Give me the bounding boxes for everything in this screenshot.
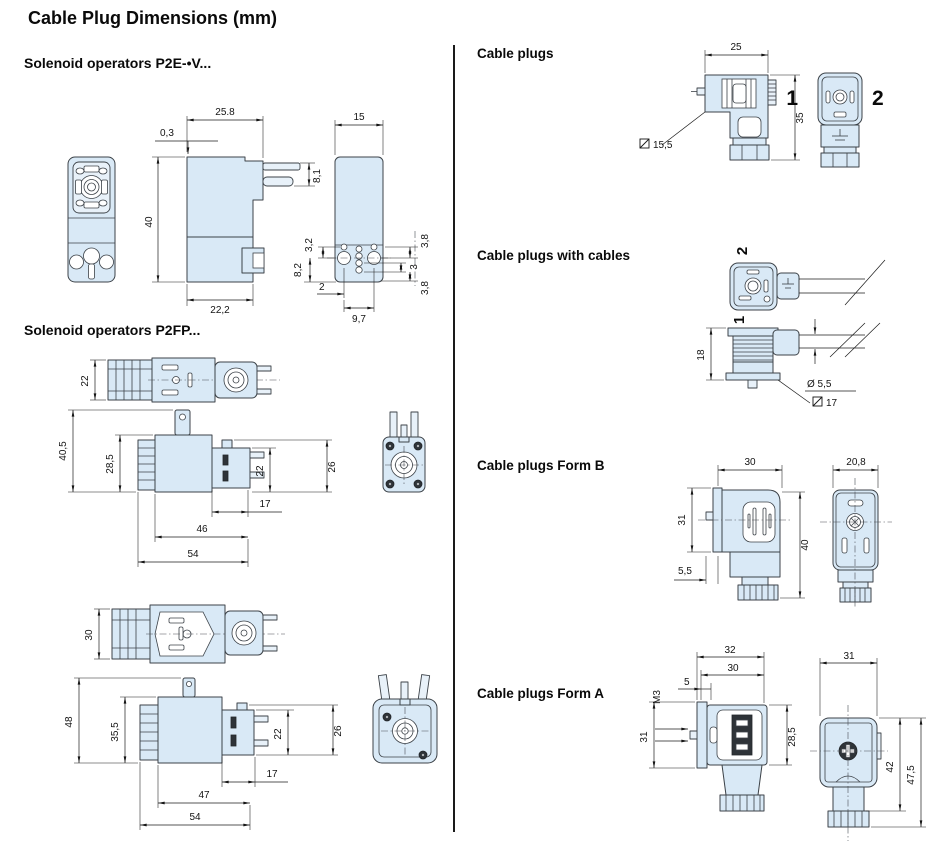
p2fp-drawing-2 (30, 595, 450, 855)
dim-fp1-26: 26 (327, 461, 338, 473)
dim-82: 8,2 (293, 263, 304, 277)
page-title: Cable Plug Dimensions (mm) (28, 8, 278, 28)
heading-form-b: Cable plugs Form B (477, 458, 605, 473)
dim-fp1-54: 54 (187, 549, 199, 560)
dim-fa-31: 31 (639, 731, 650, 743)
dim-fp2-54: 54 (189, 812, 201, 823)
dim-fp1-22: 22 (80, 375, 91, 387)
dim-fa-5: 5 (684, 677, 690, 688)
heading-cable-plugs-cables: Cable plugs with cables (477, 248, 631, 263)
dim-cpc-18: 18 (696, 349, 707, 361)
form-a-drawing (630, 645, 944, 861)
dim-fa-475: 47,5 (906, 765, 917, 785)
p2e-end-view (293, 112, 431, 325)
forma-side-view (639, 645, 798, 811)
dim-fb-30: 30 (744, 457, 756, 468)
cpc-front-view (730, 247, 885, 324)
dim-fa-285: 28,5 (787, 727, 798, 747)
p2fp1-top-view (80, 358, 280, 402)
dim-side-width: 15 (353, 112, 365, 123)
dim-top-width: 25.8 (215, 107, 235, 118)
section-heading-p2fp: Solenoid operators P2FP... (24, 322, 201, 338)
dim-cp-square155: 15,5 (653, 140, 673, 151)
cable-plugs-with-cables-drawing (660, 235, 944, 420)
dim-fp2-47: 47 (198, 790, 210, 801)
dim-cp-35: 35 (795, 112, 806, 124)
dim-38-bottom: 3,8 (420, 281, 431, 295)
formb-side-view (674, 457, 811, 600)
p2fp-drawing-1 (30, 345, 450, 590)
p2fp2-side-view (64, 678, 344, 830)
dim-fa-32: 32 (724, 645, 736, 656)
dim-fp1-22b: 22 (255, 465, 266, 477)
column-divider (453, 45, 455, 832)
dim-3: 3 (409, 264, 420, 270)
p2fp1-end-view (383, 412, 425, 492)
p2fp2-top-view (84, 605, 285, 663)
dim-2: 2 (319, 282, 325, 293)
dim-fp2-17: 17 (266, 769, 278, 780)
cable-plugs-drawing (600, 35, 944, 205)
dim-fp1-46: 46 (196, 524, 208, 535)
heading-form-a: Cable plugs Form A (477, 686, 605, 701)
label-cpc-2: 2 (734, 246, 751, 256)
dim-bottom-width: 22,2 (210, 305, 230, 316)
dim-fa-m3: M3 (652, 690, 663, 704)
section-heading-p2e: Solenoid operators P2E-•V... (24, 55, 212, 71)
form-b-drawing (660, 450, 944, 610)
dim-cpc-dia55: Ø 5,5 (807, 379, 832, 390)
dim-fp2-22: 22 (273, 728, 284, 740)
p2e-front-view (68, 157, 115, 282)
label-position-1: 1 (786, 87, 798, 110)
p2fp1-side-view (58, 410, 338, 567)
dim-fp1-285: 28,5 (105, 454, 116, 474)
dim-fp2-48: 48 (64, 716, 75, 728)
forma-front-view (810, 651, 926, 841)
dim-fa-30: 30 (727, 663, 739, 674)
dim-fp2-30: 30 (84, 629, 95, 641)
dim-32: 3,2 (304, 238, 315, 252)
cable-plug-side-view (640, 42, 806, 160)
dim-fb-208: 20,8 (846, 457, 866, 468)
dim-38-top: 3,8 (420, 234, 431, 248)
dim-fb-55: 5,5 (678, 566, 692, 577)
cpc-side-view (696, 319, 880, 409)
dim-97: 9,7 (352, 314, 366, 325)
dim-pin-81: 8,1 (312, 169, 323, 183)
dim-cpc-square17: 17 (826, 398, 838, 409)
dim-fp2-26: 26 (333, 725, 344, 737)
dim-cp-25: 25 (730, 42, 742, 53)
dim-fb-40: 40 (800, 539, 811, 551)
dim-fp1-405: 40,5 (58, 441, 69, 461)
dim-fa-front-31: 31 (843, 651, 855, 662)
formb-front-view (820, 457, 892, 608)
dim-fp2-355: 35,5 (110, 722, 121, 742)
dim-offset-03: 0,3 (160, 128, 174, 139)
dim-fp1-17: 17 (259, 499, 271, 510)
dim-fa-42: 42 (885, 761, 896, 773)
label-cpc-1: 1 (731, 315, 748, 325)
p2fp2-end-view (373, 675, 437, 763)
p2e-dimension-drawing (40, 100, 445, 330)
heading-cable-plugs: Cable plugs (477, 46, 554, 61)
label-position-2: 2 (872, 87, 884, 110)
dim-height-40: 40 (144, 216, 155, 228)
dim-fb-31: 31 (677, 514, 688, 526)
p2e-side-view (144, 107, 323, 316)
